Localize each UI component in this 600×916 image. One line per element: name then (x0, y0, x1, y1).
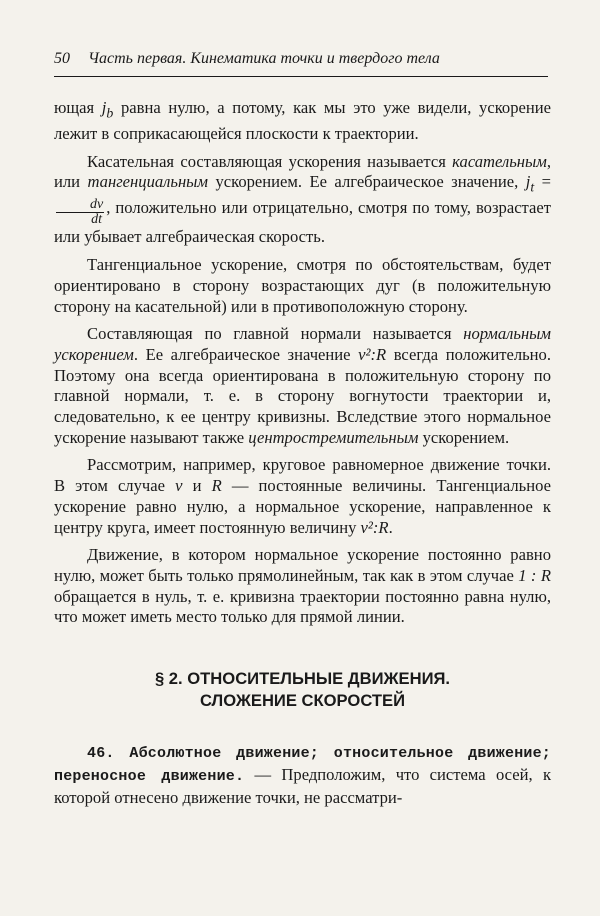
formula-1-over-r: 1 : R (518, 565, 551, 585)
text: j (101, 98, 107, 117)
text: всегда положительно. Поэтому она всегда ориентирована в положительную сторону по главной нормали, т. е. в сторону вогнутости траектории и, следовательно, к ее центру кривизны. Вследствие этого нормальное ускорение называют также (54, 344, 551, 447)
text: ускорением. Ее алгебраическое значение, (208, 172, 526, 192)
section-heading (54, 668, 551, 712)
paragraph-3: Тангенциальное ускорение, смотря по обстоятельствам, будет ориентировано в сторону возрастающих дуг (в положительную сторону на касательной) или в противоположную сторону. (54, 255, 551, 316)
paragraph-1 (54, 98, 551, 145)
text: Составляющая по главной нормали называется (87, 324, 464, 344)
page-body (54, 98, 551, 808)
text: Рассмотрим, например, круговое равномерное движение точки. В этом случае (54, 455, 551, 496)
header-rule (54, 76, 548, 77)
text: . (388, 517, 393, 537)
paragraph-4 (54, 324, 551, 448)
text: , или (54, 151, 551, 192)
text: ющая (54, 98, 102, 117)
symbol-r: R (211, 476, 222, 496)
page-number: 50 (54, 50, 70, 67)
fraction-dv-dt (56, 198, 104, 227)
text: j (525, 172, 531, 192)
paragraph-6 (54, 545, 551, 628)
formula-v2-over-r: v²:R (358, 344, 387, 364)
text: ускорением. (418, 427, 510, 447)
emphasis: центростремительным (248, 427, 419, 447)
section-title-line-2: СЛОЖЕНИЕ СКОРОСТЕЙ (199, 691, 406, 711)
formula-v2-over-r: v²:R (360, 517, 389, 537)
numerator: dv (56, 198, 104, 213)
text: — Предположим, что система осей, к которой отнесено движение точки, не рассматри- (54, 764, 552, 807)
symbol-jt (525, 172, 535, 195)
text: Касательная составляющая ускорения называется (87, 151, 453, 171)
text: Движение, в котором нормальное ускорение постоянно равно нулю, может быть только прямолинейным, так как в этом случае (54, 545, 551, 585)
text: и (182, 476, 212, 496)
symbol-v: v (175, 476, 183, 496)
text: , положительно или отрицательно, смотря по тому, возрастает или убывает алгебраическая скорость. (54, 198, 551, 247)
emphasis: тангенциальным (87, 172, 209, 192)
paragraph-5 (54, 455, 551, 538)
subscript: b (106, 105, 114, 121)
text: . Ее алгебраическое значение (133, 344, 359, 364)
symbol-jb (101, 98, 114, 121)
article-46 (54, 742, 551, 808)
running-title: Часть первая. Кинематика точки и твердого тела (88, 50, 440, 67)
emphasis: нормальным ускорением (54, 324, 551, 364)
emphasis: касательным (452, 151, 547, 171)
text: равна нулю, а потому, как мы это уже видели, ускорение лежит в соприкасающейся плоскости к траектории. (54, 98, 551, 144)
article-heading: 46. Абсолютное движение; относительное движение; переносное движение. (54, 745, 551, 785)
text: — постоянные величины. Тангенциальное ускорение равно нулю, а нормальное ускорение, направленное к центру круга, имеет постоянную величину (54, 476, 551, 537)
denominator: dt (91, 212, 103, 228)
running-header (54, 50, 548, 68)
paragraph-2 (54, 152, 551, 248)
text: обращается в нуль, т. е. кривизна траектории постоянно равна нулю, что может иметь место только для прямой линии. (54, 586, 551, 627)
section-title-line-1: § 2. ОТНОСИТЕЛЬНЫЕ ДВИЖЕНИЯ. (154, 669, 451, 689)
equals-sign: = (534, 172, 551, 192)
subscript: t (530, 179, 535, 195)
